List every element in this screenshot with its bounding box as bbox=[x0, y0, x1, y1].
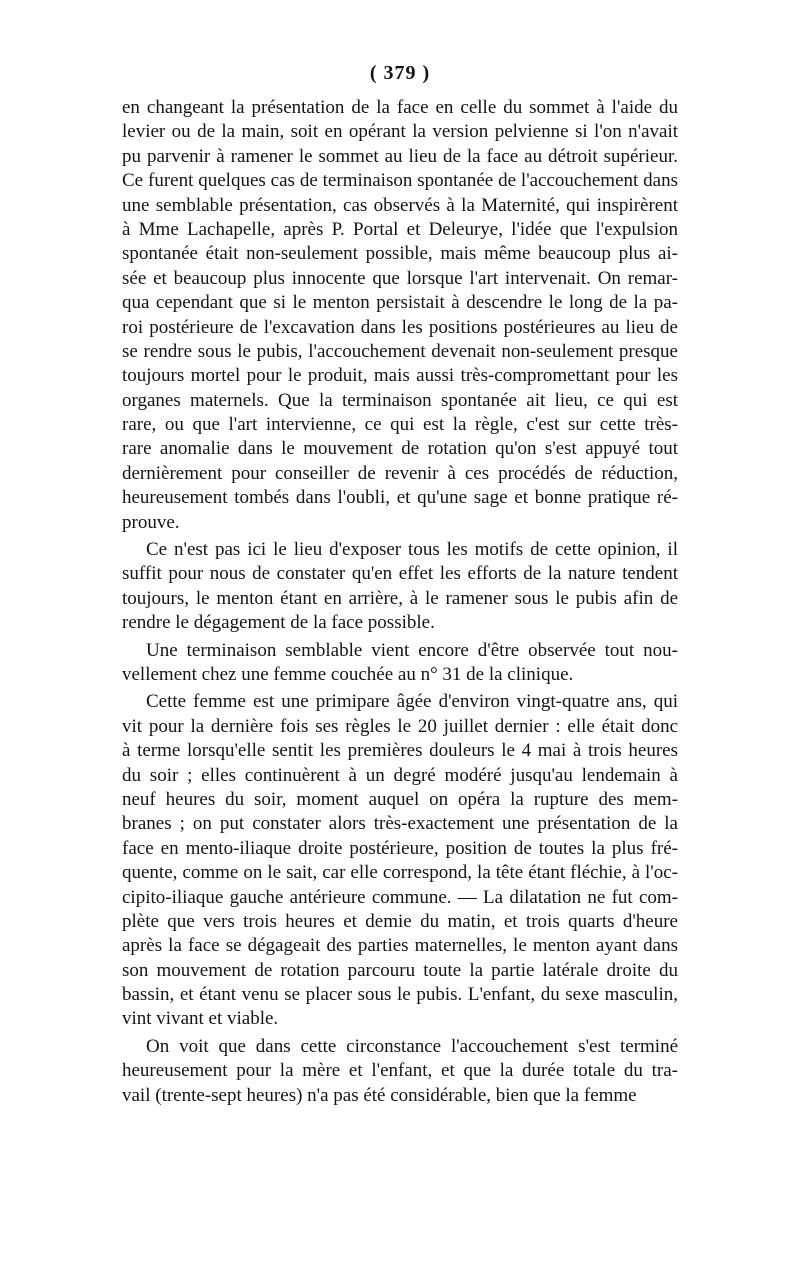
text-line: Une terminaison semblable vient encore d'être observée tout nou- bbox=[146, 639, 678, 661]
text-line: plète que vers trois heures et demie du matin, et trois quarts d'heure bbox=[122, 910, 678, 932]
text-line: branes ; on put constater alors très-exactement une présentation de la bbox=[122, 813, 678, 835]
text-line: spontanée était non-seulement possible, mais même beaucoup plus ai- bbox=[122, 243, 678, 265]
paragraph bbox=[122, 639, 678, 688]
text-line: rare anomalie dans le mouvement de rotation qu'on s'est appuyé tout bbox=[122, 438, 678, 460]
body-text bbox=[122, 96, 678, 1108]
text-line: quente, comme on le sait, car elle correspond, la tête étant fléchie, à l'oc- bbox=[122, 862, 678, 884]
text-line: rendre le dégagement de la face possible. bbox=[122, 612, 435, 634]
text-line: face en mento-iliaque droite postérieure, position de toutes la plus fré- bbox=[122, 837, 678, 859]
text-line: son mouvement de rotation parcouru toute la partie latérale droite du bbox=[122, 959, 678, 981]
paragraph bbox=[122, 690, 678, 1031]
text-line: toujours, le menton étant en arrière, à le ramener sous le pubis afin de bbox=[122, 587, 678, 609]
page-number: ( 379 ) bbox=[369, 62, 431, 84]
text-line: vail (trente-sept heures) n'a pas été considérable, bien que la femme bbox=[122, 1084, 637, 1106]
text-line: du soir ; elles continuèrent à un degré modéré jusqu'au lendemain à bbox=[122, 764, 678, 786]
text-line: cipito-iliaque gauche antérieure commune. — La dilatation ne fut com- bbox=[122, 886, 678, 908]
text-line: à Mme Lachapelle, après P. Portal et Deleurye, l'idée que l'expulsion bbox=[122, 218, 678, 240]
text-line: heureusement tombés dans l'oubli, et qu'une sage et bonne pratique ré- bbox=[122, 487, 678, 509]
text-line: toujours mortel pour le produit, mais aussi très-compromettant pour les bbox=[122, 365, 678, 387]
text-line: organes maternels. Que la terminaison spontanée ait lieu, ce qui est bbox=[122, 389, 678, 411]
text-line: dernièrement pour conseiller de revenir à ces procédés de réduction, bbox=[122, 462, 678, 484]
text-line: bassin, et étant venu se placer sous le pubis. L'enfant, du sexe masculin, bbox=[122, 984, 678, 1006]
text-line: vit pour la dernière fois ses règles le 20 juillet dernier : elle était donc bbox=[122, 715, 678, 737]
text-line: suffit pour nous de constater qu'en effet les efforts de la nature tendent bbox=[122, 563, 678, 585]
text-line: rare, ou que l'art intervienne, ce qui est la règle, c'est sur cette très- bbox=[122, 414, 678, 436]
text-line: pu parvenir à ramener le sommet au lieu de la face au détroit supérieur. bbox=[122, 145, 678, 167]
text-line: prouve. bbox=[122, 511, 180, 533]
text-line: vellement chez une femme couchée au n° 31 de la clinique. bbox=[122, 663, 574, 685]
text-line: à terme lorsqu'elle sentit les premières douleurs le 4 mai à trois heures bbox=[122, 740, 678, 762]
text-line: neuf heures du soir, moment auquel on opéra la rupture des mem- bbox=[122, 788, 678, 810]
text-line: Cette femme est une primipare âgée d'environ vingt-quatre ans, qui bbox=[146, 691, 678, 713]
text-line: Ce furent quelques cas de terminaison spontanée de l'accouchement dans bbox=[122, 170, 678, 192]
text-line: après la face se dégageait des parties maternelles, le menton ayant dans bbox=[122, 935, 678, 957]
text-line: sée et beaucoup plus innocente que lorsque l'art intervenait. On remar- bbox=[122, 267, 678, 289]
text-line: qua cependant que si le menton persistait à descendre le long de la pa- bbox=[122, 292, 678, 314]
text-line: se rendre sous le pubis, l'accouchement devenait non-seulement presque bbox=[122, 340, 678, 362]
paragraph bbox=[122, 96, 678, 535]
text-line: levier ou de la main, soit en opérant la version pelvienne si l'on n'avait bbox=[122, 121, 678, 143]
text-line: une semblable présentation, cas observés à la Maternité, qui inspirèrent bbox=[122, 194, 678, 216]
text-line: heureusement pour la mère et l'enfant, et que la durée totale du tra- bbox=[122, 1060, 678, 1082]
paragraph bbox=[122, 1035, 678, 1108]
text-line: roi postérieure de l'excavation dans les positions postérieures au lieu de bbox=[122, 316, 678, 338]
text-line: On voit que dans cette circonstance l'accouchement s'est terminé bbox=[146, 1035, 678, 1057]
text-line: Ce n'est pas ici le lieu d'exposer tous les motifs de cette opinion, il bbox=[146, 539, 678, 561]
text-line: en changeant la présentation de la face en celle du sommet à l'aide du bbox=[122, 97, 678, 118]
paragraph bbox=[122, 538, 678, 636]
text-line: vint vivant et viable. bbox=[122, 1008, 279, 1030]
